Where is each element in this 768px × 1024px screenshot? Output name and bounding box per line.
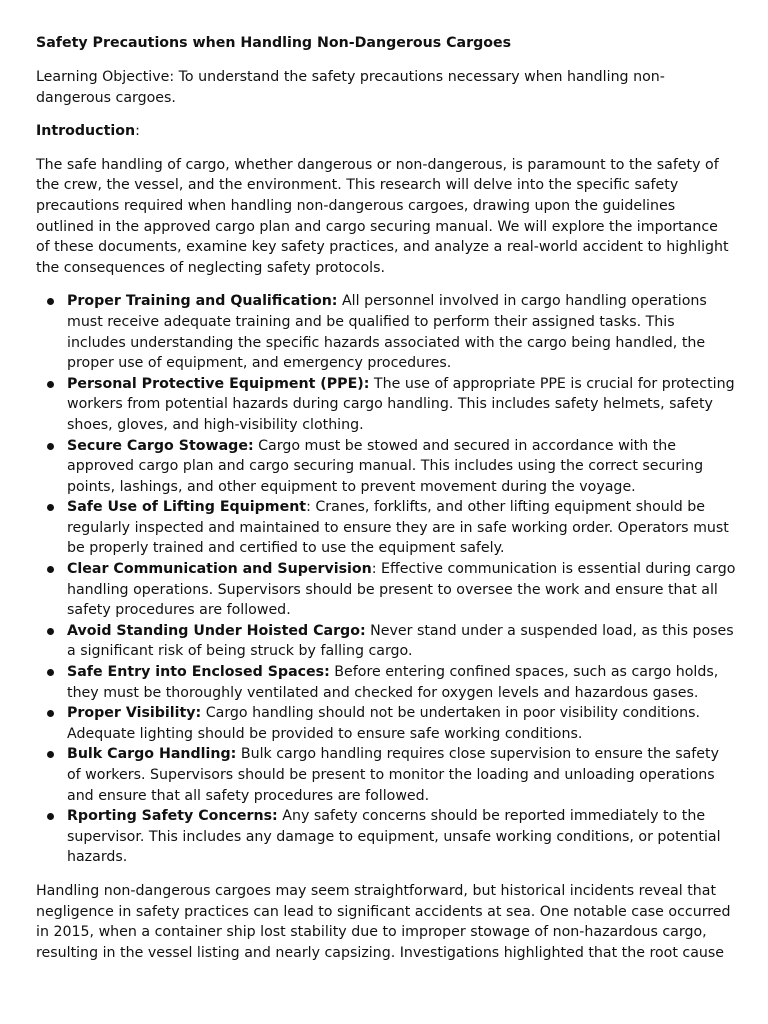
introduction-heading (36, 121, 736, 142)
document-page (36, 33, 736, 976)
list-item (36, 559, 736, 621)
list-item-term: Personal Protective Equipment (PPE): (67, 375, 370, 392)
list-item-text: : Effective communication is essential during cargo handling operations. Supervisors should be present to oversee the work and ensure that all safety procedures are followed. (67, 561, 736, 619)
list-item (36, 703, 736, 744)
list-item-term: Proper Training and Qualification: (67, 293, 338, 310)
closing-paragraph: Handling non-dangerous cargoes may seem straightforward, but historical incidents reveal that negligence in safety practices can lead to significant accidents at sea. One notable case occurred in 2015, when a container ship lost stability due to improper stowage of non-hazardous cargo, resulting in the vessel listing and nearly capsizing. Investigations highlighted that the root cause (36, 882, 731, 961)
bullet-icon (47, 751, 54, 758)
learning-objective: Learning Objective: To understand the safety precautions necessary when handling non-dangerous cargoes. (36, 69, 665, 106)
list-item-text: Any safety concerns should be reported immediately to the supervisor. This includes any damage to equipment, unsafe working conditions, or potential hazards. (67, 808, 721, 866)
safety-precautions-list (36, 291, 736, 868)
bullet-icon (47, 628, 54, 635)
list-item-term: Rporting Safety Concerns: (67, 808, 278, 825)
list-item-term: Avoid Standing Under Hoisted Cargo: (67, 622, 366, 639)
list-item-term: Bulk Cargo Handling: (67, 746, 237, 763)
list-item-text: Cargo handling should not be undertaken in poor visibility conditions. Adequate lighting should be provided to ensure safe working conditions. (67, 705, 701, 742)
introduction-paragraph: The safe handling of cargo, whether dangerous or non-dangerous, is paramount to the safety of the crew, the vessel, and the environment. This research will delve into the specific safety precautions required when handling non-dangerous cargoes, drawing upon the guidelines outlined in the approved cargo plan and cargo securing manual. We will explore the importance of these documents, examine key safety practices, and analyze a real-world accident to highlight the consequences of neglecting safety protocols. (36, 156, 729, 276)
introduction-heading-label: Introduction (36, 123, 136, 140)
document-title: Safety Precautions when Handling Non-Dangerous Cargoes (36, 35, 512, 51)
list-item (36, 497, 736, 559)
list-item (36, 436, 736, 498)
list-item-text: The use of appropriate PPE is crucial for protecting workers from potential hazards during cargo handling. This includes safety helmets, safety shoes, gloves, and high-visibility clothing. (67, 375, 735, 433)
list-item (36, 662, 736, 703)
list-item-text: Never stand under a suspended load, as this poses a significant risk of being struck by falling cargo. (67, 622, 734, 660)
list-item-text: Cargo must be stowed and secured in accordance with the approved cargo plan and cargo securing manual. This includes using the correct securing points, lashings, and other equipment to prevent movement during the voyage. (67, 437, 704, 495)
bullet-icon (47, 298, 54, 305)
list-item-term: Safe Entry into Enclosed Spaces: (67, 664, 330, 681)
bullet-icon (47, 566, 54, 573)
list-item-term: Secure Cargo Stowage: (67, 437, 254, 454)
list-item (36, 621, 736, 662)
list-item (36, 374, 736, 436)
list-item (36, 291, 736, 373)
bullet-icon (47, 381, 54, 388)
list-item-text: : Cranes, forklifts, and other lifting equipment should be regularly inspected and maintained to ensure they are in safe working order. Operators must be properly trained and certified to use the equipment safely. (67, 499, 729, 557)
list-item-text: Before entering confined spaces, such as cargo holds, they must be thoroughly ventilated and checked for oxygen levels and hazardous gases. (67, 664, 719, 701)
bullet-icon (47, 504, 54, 511)
list-item (36, 744, 736, 806)
bullet-icon (47, 710, 54, 717)
list-item (36, 806, 736, 868)
list-item-text: All personnel involved in cargo handling operations must receive adequate training and be qualified to perform their assigned tasks. This includes understanding the specific hazards associated with the cargo being handled, the proper use of equipment, and emergency procedures. (67, 293, 707, 372)
list-item-term: Clear Communication and Supervision (67, 561, 372, 578)
introduction-heading-colon: : (135, 123, 140, 140)
list-item-term: Safe Use of Lifting Equipment (67, 499, 307, 516)
bullet-icon (47, 669, 54, 676)
list-item-text: Bulk cargo handling requires close supervision to ensure the safety of workers. Supervisors should be present to monitor the loading and unloading operations and ensure that all safety procedures are followed. (67, 746, 719, 804)
list-item-term: Proper Visibility: (67, 705, 202, 722)
bullet-icon (47, 443, 54, 450)
bullet-icon (47, 813, 54, 820)
